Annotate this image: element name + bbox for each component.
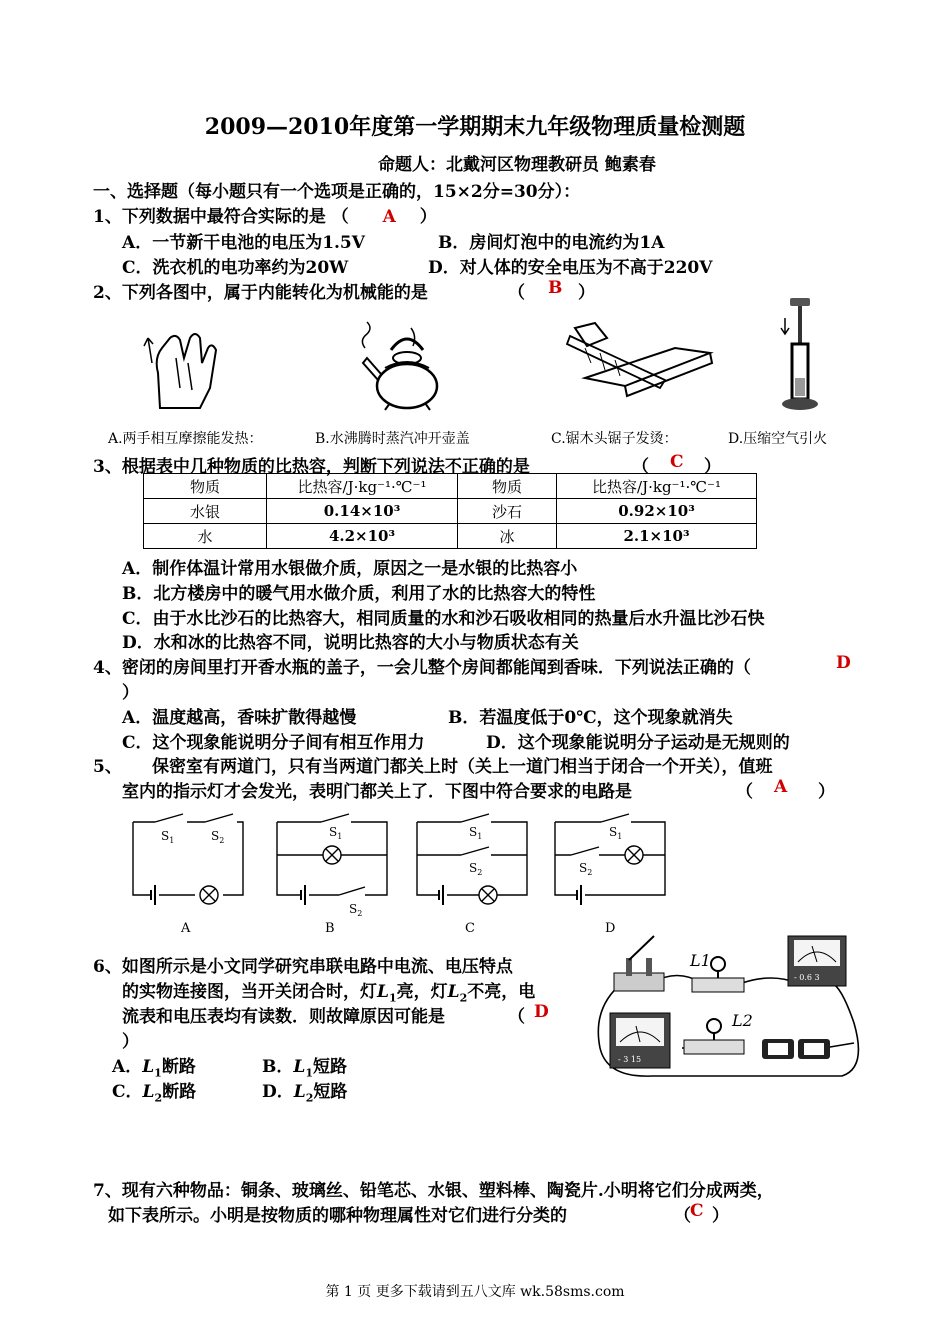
q6-line2-c: 不亮，电 — [467, 982, 536, 1002]
switch-label: $S_2$ — [469, 861, 483, 877]
series-circuit-figure — [592, 928, 867, 1083]
q4-option-a: A．温度越高，香味扩散得越慢 — [122, 708, 357, 728]
table-cell: 4.2×10³ — [267, 524, 458, 549]
q6-option-letter: D． — [262, 1082, 294, 1102]
table-cell: 水银 — [144, 499, 267, 524]
table-row — [144, 524, 757, 549]
page-title: 2009—2010年度第一学期期末九年级物理质量检测题 — [204, 114, 746, 140]
q6-option-letter: C． — [112, 1082, 143, 1102]
table-cell: 0.92×10³ — [557, 499, 757, 524]
q3-stem: 3、根据表中几种物质的比热容，判断下列说法不正确的是 — [93, 457, 530, 477]
q2-caption-a: A.两手相互摩擦能发热： — [108, 431, 263, 447]
switch-label: $S_2$ — [579, 861, 593, 877]
q7-close: ） — [712, 1206, 729, 1226]
q6-line2-a: 的实物连接图，当开关闭合时，灯 — [122, 982, 377, 1002]
q3-close: ） — [704, 457, 721, 477]
q6-line2-b: 亮，灯 — [396, 982, 448, 1002]
q5-close: ） — [818, 782, 835, 802]
q2-open: （ — [508, 283, 525, 303]
ammeter-scale: - 0.6 3 — [794, 973, 820, 982]
q1-stem-text: 1、下列数据中最符合实际的是 （ — [93, 207, 349, 227]
q5-number: 5、 — [93, 757, 122, 777]
q3-answer: C — [670, 452, 684, 472]
section-heading: 一、选择题（每小题只有一个选项是正确的，15×2分=30分）： — [93, 182, 581, 202]
q4-option-c: C．这个现象能说明分子间有相互作用力 — [122, 733, 425, 753]
q1-option-c: C．洗衣机的电功率约为20W — [122, 258, 349, 278]
q5-circuit-diagrams — [125, 810, 675, 940]
q5-open: （ — [736, 782, 753, 802]
q4-stem: 4、密闭的房间里打开香水瓶的盖子，一会儿整个房间都能闻到香味．下列说法正确的（ — [93, 658, 751, 678]
q7-line2: 如下表所示。小明是按物质的哪种物理属性对它们进行分类的 — [108, 1206, 567, 1226]
boiling-kettle-figure — [355, 318, 450, 413]
q2-stem: 2、下列各图中，属于内能转化为机械能的是 — [93, 283, 428, 303]
circuit-label-d: D — [605, 921, 616, 936]
q3-option-b: B．北方楼房中的暖气用水做介质，利用了水的比热容大的特性 — [122, 584, 596, 604]
q6-close: ） — [122, 1032, 139, 1052]
q6-option-text: 短路 — [313, 1082, 348, 1102]
table-header: 物质 — [144, 474, 267, 499]
air-compression-figure — [775, 296, 825, 414]
q6-line3: 流表和电压表均有读数．则故障原因可能是 — [122, 1007, 445, 1027]
circuit-label-c: C — [465, 921, 475, 936]
table-cell: 沙石 — [458, 499, 557, 524]
q2-close: ） — [578, 283, 595, 303]
table-header-row — [144, 474, 757, 499]
table-cell: 水 — [144, 524, 267, 549]
q3-option-c: C．由于水比沙石的比热容大，相同质量的水和沙石吸收相同的热量后水升温比沙石快 — [122, 609, 765, 629]
q6-answer: D — [534, 1002, 549, 1022]
q2-answer: B — [548, 278, 563, 298]
q1-option-d: D．对人体的安全电压为不高于220V — [428, 258, 713, 278]
q1-stem — [93, 202, 437, 227]
q7-open: （ — [674, 1206, 691, 1226]
q6-option-text: 断路 — [162, 1082, 197, 1102]
specific-heat-table — [143, 473, 757, 549]
lamp-l2-label: L2 — [732, 1011, 753, 1030]
q4-option-d: D．这个现象能说明分子运动是无规则的 — [486, 733, 790, 753]
q7-line1: 7、现有六种物品：铜条、玻璃丝、铅笔芯、水银、塑料棒、陶瓷片.小明将它们分成两类， — [93, 1181, 774, 1201]
table-cell: 0.14×10³ — [267, 499, 458, 524]
sawing-wood-figure — [565, 318, 715, 398]
q6-option-b: B．$L_1$短路 — [262, 1057, 347, 1080]
switch-label: $S_1$ — [329, 825, 343, 841]
switch-label: $S_2$ — [349, 902, 363, 918]
page-footer: 第 1 页 更多下载请到五八文库 wk.58sms.com — [325, 1284, 625, 1300]
q6-open: （ — [508, 1007, 525, 1027]
q5-answer: A — [774, 777, 788, 797]
q6-line2: 的实物连接图，当开关闭合时，灯$L_1$亮，灯$L_2$不亮，电 — [122, 982, 536, 1005]
q2-caption-c: C.锯木头锯子发烫： — [551, 431, 678, 447]
table-header: 物质 — [458, 474, 557, 499]
voltmeter-scale: - 3 15 — [618, 1055, 642, 1064]
switch-label: $S_2$ — [211, 829, 225, 845]
author-line: 命题人：北戴河区物理教研员 鲍素春 — [378, 155, 656, 175]
hands-rubbing-figure — [140, 318, 220, 413]
q1-close: ） — [419, 207, 437, 227]
q3-open: （ — [632, 457, 649, 477]
q7-answer: C — [690, 1201, 704, 1221]
table-cell: 冰 — [458, 524, 557, 549]
q6-option-a: A．$L_1$断路 — [112, 1057, 196, 1080]
q5-line1: 保密室有两道门，只有当两道门都关上时（关上一道门相当于闭合一个开关），值班 — [152, 757, 773, 777]
lamp-l1-label: L1 — [690, 951, 711, 970]
q1-option-b: B．房间灯泡中的电流约为1A — [438, 233, 665, 253]
q4-option-b: B．若温度低于0℃，这个现象就消失 — [448, 708, 733, 728]
q2-caption-b: B.水沸腾时蒸汽冲开壶盖 — [315, 431, 470, 447]
q6-option-letter: B． — [262, 1057, 294, 1077]
q4-close: ） — [122, 683, 139, 703]
q3-option-d: D．水和冰的比热容不同，说明比热容的大小与物质状态有关 — [122, 633, 579, 653]
switch-label: $S_1$ — [609, 825, 623, 841]
q6-option-c: C．$L_2$断路 — [112, 1082, 197, 1105]
table-header: 比热容/J·kg⁻¹·℃⁻¹ — [267, 474, 458, 499]
table-cell: 2.1×10³ — [557, 524, 757, 549]
table-header: 比热容/J·kg⁻¹·℃⁻¹ — [557, 474, 757, 499]
switch-label: $S_1$ — [469, 825, 483, 841]
q6-option-letter: A． — [112, 1057, 143, 1077]
q5-line2: 室内的指示灯才会发光，表明门都关上了．下图中符合要求的电路是 — [122, 782, 632, 802]
q6-option-d: D．$L_2$短路 — [262, 1082, 348, 1105]
switch-label: $S_1$ — [161, 829, 175, 845]
q6-option-text: 短路 — [312, 1057, 347, 1077]
q6-line1: 6、如图所示是小文同学研究串联电路中电流、电压特点 — [93, 957, 513, 977]
circuit-label-a: A — [181, 921, 191, 936]
table-row — [144, 499, 757, 524]
q1-option-a: A．一节新干电池的电压为1.5V — [122, 233, 365, 253]
circuit-label-b: B — [325, 921, 335, 936]
q2-caption-d: D.压缩空气引火 — [728, 431, 828, 447]
q3-option-a: A．制作体温计常用水银做介质，原因之一是水银的比热容小 — [122, 559, 578, 579]
q4-answer: D — [836, 653, 851, 673]
q1-answer: A — [382, 207, 396, 227]
q6-option-text: 断路 — [161, 1057, 196, 1077]
